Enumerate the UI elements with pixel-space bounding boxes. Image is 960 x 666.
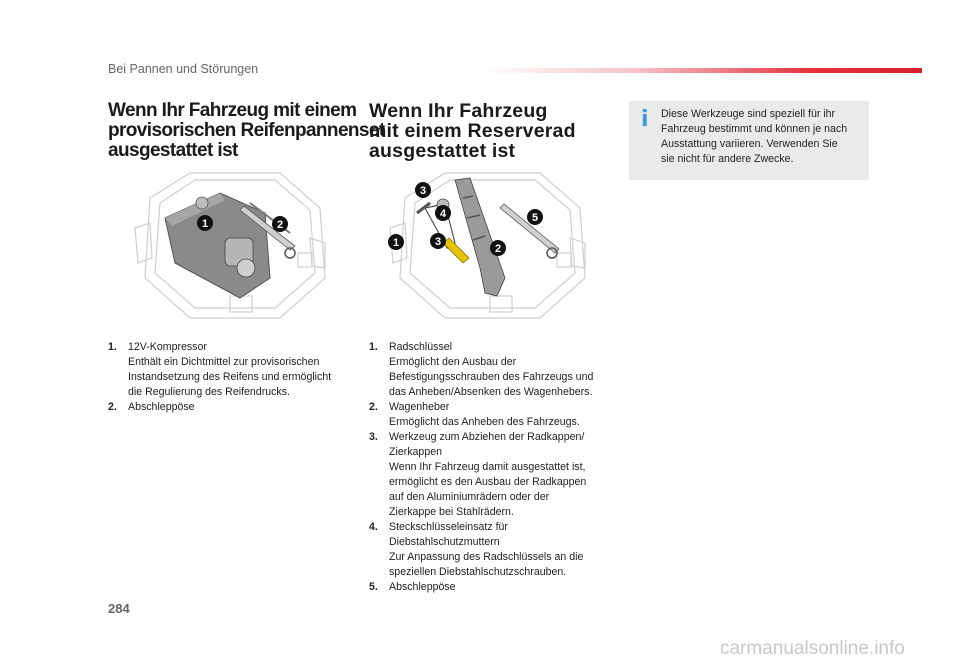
list-item-line: Befestigungsschrauben des Fahrzeugs und [389,371,594,383]
heading-line: provisorischen Reifenpannenset [108,120,385,141]
callout-1-label: 1 [201,218,209,230]
list-item-number: 2. [369,401,378,413]
callout-2-label: 2 [494,243,502,255]
list-item-line: Werkzeug zum Abziehen der Radkappen/ [389,431,585,443]
heading-line: mit einem Reserverad [369,120,576,142]
list-item-number: 3. [369,431,378,443]
info-line: Fahrzeug bestimmt und können je nach [661,123,848,135]
info-line: Ausstattung variieren. Verwenden Sie [661,138,838,150]
list-item-line: das Anheben/Absenken des Wagenhebers. [389,386,593,398]
heading-line: ausgestattet ist [108,140,238,161]
list-item-line: Abschleppöse [389,581,456,593]
heading-line: Wenn Ihr Fahrzeug [369,100,548,122]
list-item-line: Zierkappe bei Stahlrädern. [389,506,514,518]
list-item-line: Abschleppöse [128,401,195,413]
list-item-line: Radschlüssel [389,341,453,353]
list-item-line: Enthält ein Dichtmittel zur provisorischen [128,356,320,368]
list-item-line: die Regulierung des Reifendrucks. [128,386,290,398]
list-item [369,430,614,520]
heading-tire-repair-kit [108,101,385,161]
list-item [369,400,614,430]
spare-wheel-tools-illustration [385,168,590,328]
list-item-line: speziellen Diebstahlschutzschrauben. [389,566,567,578]
info-line: Diese Werkzeuge sind speziell für ihr [661,108,836,120]
heading-line: Wenn Ihr Fahrzeug mit einem [108,100,357,121]
list-item-line: Steckschlüsseleinsatz für [389,521,508,533]
header-accent-line [480,68,922,73]
list-item [108,400,353,415]
list-item [369,520,614,580]
info-icon: i [641,107,649,132]
callout-3-bottom-label: 3 [434,236,442,248]
list-item [369,340,614,400]
list-item-number: 1. [369,341,378,353]
list-item-number: 2. [108,401,117,413]
tire-repair-kit-illustration [130,168,330,328]
list-item-number: 5. [369,581,378,593]
list-item-number: 1. [108,341,117,353]
callout-2-label: 2 [276,219,284,231]
callout-4-label: 4 [439,208,447,220]
list-item-line: Zierkappen [389,446,442,458]
callout-3-top-label: 3 [419,185,427,197]
list-item-line: Ermöglicht den Ausbau der [389,356,517,368]
section-header: Bei Pannen und Störungen [108,62,259,76]
list-item-line: Wagenheber [389,401,450,413]
heading-line: ausgestattet ist [369,140,516,162]
heading-spare-wheel [369,101,576,161]
list-item-line: 12V-Kompressor [128,341,207,353]
page-number: 284 [108,601,130,616]
list-item-number: 4. [369,521,378,533]
info-text [661,107,863,167]
list-item-line: Wenn Ihr Fahrzeug damit ausgestattet ist, [389,461,586,473]
list-item-line: Instandsetzung des Reifens und ermöglicht [128,371,332,383]
info-box [629,101,869,180]
list-item-line: Ermöglicht das Anheben des Fahrzeugs. [389,416,580,428]
callout-5-label: 5 [531,212,539,224]
list-item-line: auf den Aluminiumrädern oder der [389,491,550,503]
tire-repair-kit-list [108,340,353,415]
spare-wheel-tools-list [369,340,614,595]
callout-1-label: 1 [392,237,400,249]
list-item [369,580,614,595]
list-item-line: Diebstahlschutzmuttern [389,536,500,548]
list-item-line: Zur Anpassung des Radschlüssels an die [389,551,584,563]
list-item-line: ermöglicht es den Ausbau der Radkappen [389,476,587,488]
info-line: sie nicht für andere Zwecke. [661,153,794,165]
list-item [108,340,353,400]
watermark-link[interactable]: carmanualsonline.info [720,638,905,659]
